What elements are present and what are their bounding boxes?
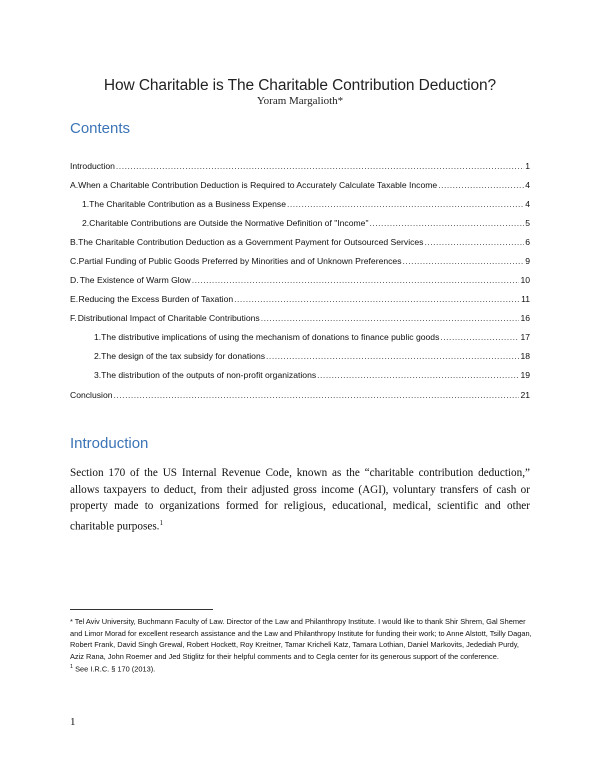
toc-entry-page: 21: [520, 390, 530, 400]
introduction-heading: Introduction: [70, 435, 149, 452]
toc-entry-page: 10: [520, 275, 530, 285]
toc-entry-page: 6: [525, 237, 530, 247]
footnote-author-note: * Tel Aviv University, Buchmann Faculty of Law. Director of the Law and Philanthropy Institute. I would like to thank Shir Shrem, Gal Shemer and Limor Morad for excellent research assistance and the Law and Philanthropy Institute for funding their work; to Anne Alstott, Tsilly Dagan, Robert Frank, David Singh Grewal, Robert Hockett, Roy Kreitner, Tamar Kricheli Katz, Tamara Lothian, Daniel Markovits, Jedediah Purdy, Aziz Rana, John Roemer and Jed Stiglitz for their helpful comments and to Cegla center for its generous support of the conference.: [70, 617, 532, 661]
toc-entry-page: 18: [520, 351, 530, 361]
toc-entry-label: The distribution of the outputs of non-profit organizations: [101, 370, 317, 380]
document-author: Yoram Margalioth*: [256, 95, 344, 107]
toc-entry-number: 1.: [82, 199, 90, 209]
toc-entry-f3[interactable]: [94, 369, 530, 382]
toc-entry-label: The distributive implications of using the mechanism of donations to finance public goods: [101, 332, 440, 342]
toc-entry-number: 1.: [94, 332, 102, 342]
toc-entry-c[interactable]: [70, 255, 530, 268]
footnote-1-text: See I.R.C. § 170 (2013).: [73, 664, 156, 674]
toc-entry-label: The Charitable Contribution as a Business Expense: [89, 199, 286, 209]
toc-entry-label: The Existence of Warm Glow: [79, 275, 191, 285]
toc-entry-e[interactable]: [70, 293, 530, 306]
page-number: 1: [70, 716, 76, 728]
toc-entry-number: F.: [70, 313, 77, 323]
toc-entry-introduction[interactable]: [70, 160, 530, 173]
toc-entry-number: 2.: [94, 351, 102, 361]
toc-entry-page: 4: [525, 199, 530, 209]
toc-entry-b[interactable]: [70, 236, 530, 249]
document-title: How Charitable is The Charitable Contribution Deduction?: [103, 77, 497, 94]
toc-entry-f2[interactable]: [94, 350, 530, 363]
toc-entry-label: The Charitable Contribution Deduction as a Government Payment for Outsourced Services: [78, 237, 424, 247]
footnote-1: [70, 662, 532, 675]
toc-entry-number: 2.: [82, 218, 90, 228]
toc-entry-page: 1: [525, 161, 530, 171]
toc-entry-a1[interactable]: [82, 198, 530, 211]
toc-entry-number: E.: [70, 294, 79, 304]
toc-entry-number: A.: [70, 180, 79, 190]
toc-entry-label: Distributional Impact of Charitable Contributions: [77, 313, 260, 323]
toc-entry-label: Reducing the Excess Burden of Taxation: [78, 294, 234, 304]
toc-entry-page: 4: [525, 180, 530, 190]
introduction-paragraph: [70, 465, 530, 535]
toc-entry-page: 5: [525, 218, 530, 228]
introduction-text: Section 170 of the US Internal Revenue Code, known as the “charitable contribution deduction,” allows taxpayers to deduct, from their adjusted gross income (AGI), voluntary transfers of cash or property made to organizations formed for religious, educational, medical, scientific and other charitable purposes.: [70, 467, 530, 533]
toc-entry-page: 9: [525, 256, 530, 266]
toc-entry-number: C.: [70, 256, 79, 266]
toc-entry-label: Conclusion: [70, 390, 113, 400]
toc-entry-number: 3.: [94, 370, 102, 380]
contents-heading: Contents: [70, 120, 131, 137]
toc-entry-page: 16: [520, 313, 530, 323]
footnote-divider: [70, 609, 213, 610]
toc-entry-f1[interactable]: [94, 331, 530, 344]
toc-entry-d[interactable]: [70, 274, 530, 287]
toc-entry-a[interactable]: [70, 179, 530, 192]
toc-entry-number: B.: [70, 237, 79, 247]
toc-entry-label: When a Charitable Contribution Deduction is Required to Accurately Calculate Taxable Income: [78, 180, 438, 190]
toc-entry-page: 19: [520, 370, 530, 380]
toc-entry-label: Partial Funding of Public Goods Preferred by Minorities and of Unknown Preferences: [78, 256, 402, 266]
footnote-1-marker: 1: [70, 664, 74, 671]
toc-entry-conclusion[interactable]: [70, 389, 530, 402]
toc-entry-f[interactable]: [70, 312, 530, 325]
footnote-reference[interactable]: 1: [159, 518, 163, 527]
toc-entry-label: The design of the tax subsidy for donations: [101, 351, 266, 361]
toc-entry-page: 17: [520, 332, 530, 342]
toc-entry-page: 11: [521, 294, 530, 304]
toc-entry-number: D.: [70, 275, 79, 285]
toc-entry-label: Charitable Contributions are Outside the Normative Definition of "Income": [89, 218, 369, 228]
footnotes: [70, 616, 532, 675]
toc-entry-a2[interactable]: [82, 217, 530, 230]
toc-entry-label: Introduction: [70, 161, 115, 171]
